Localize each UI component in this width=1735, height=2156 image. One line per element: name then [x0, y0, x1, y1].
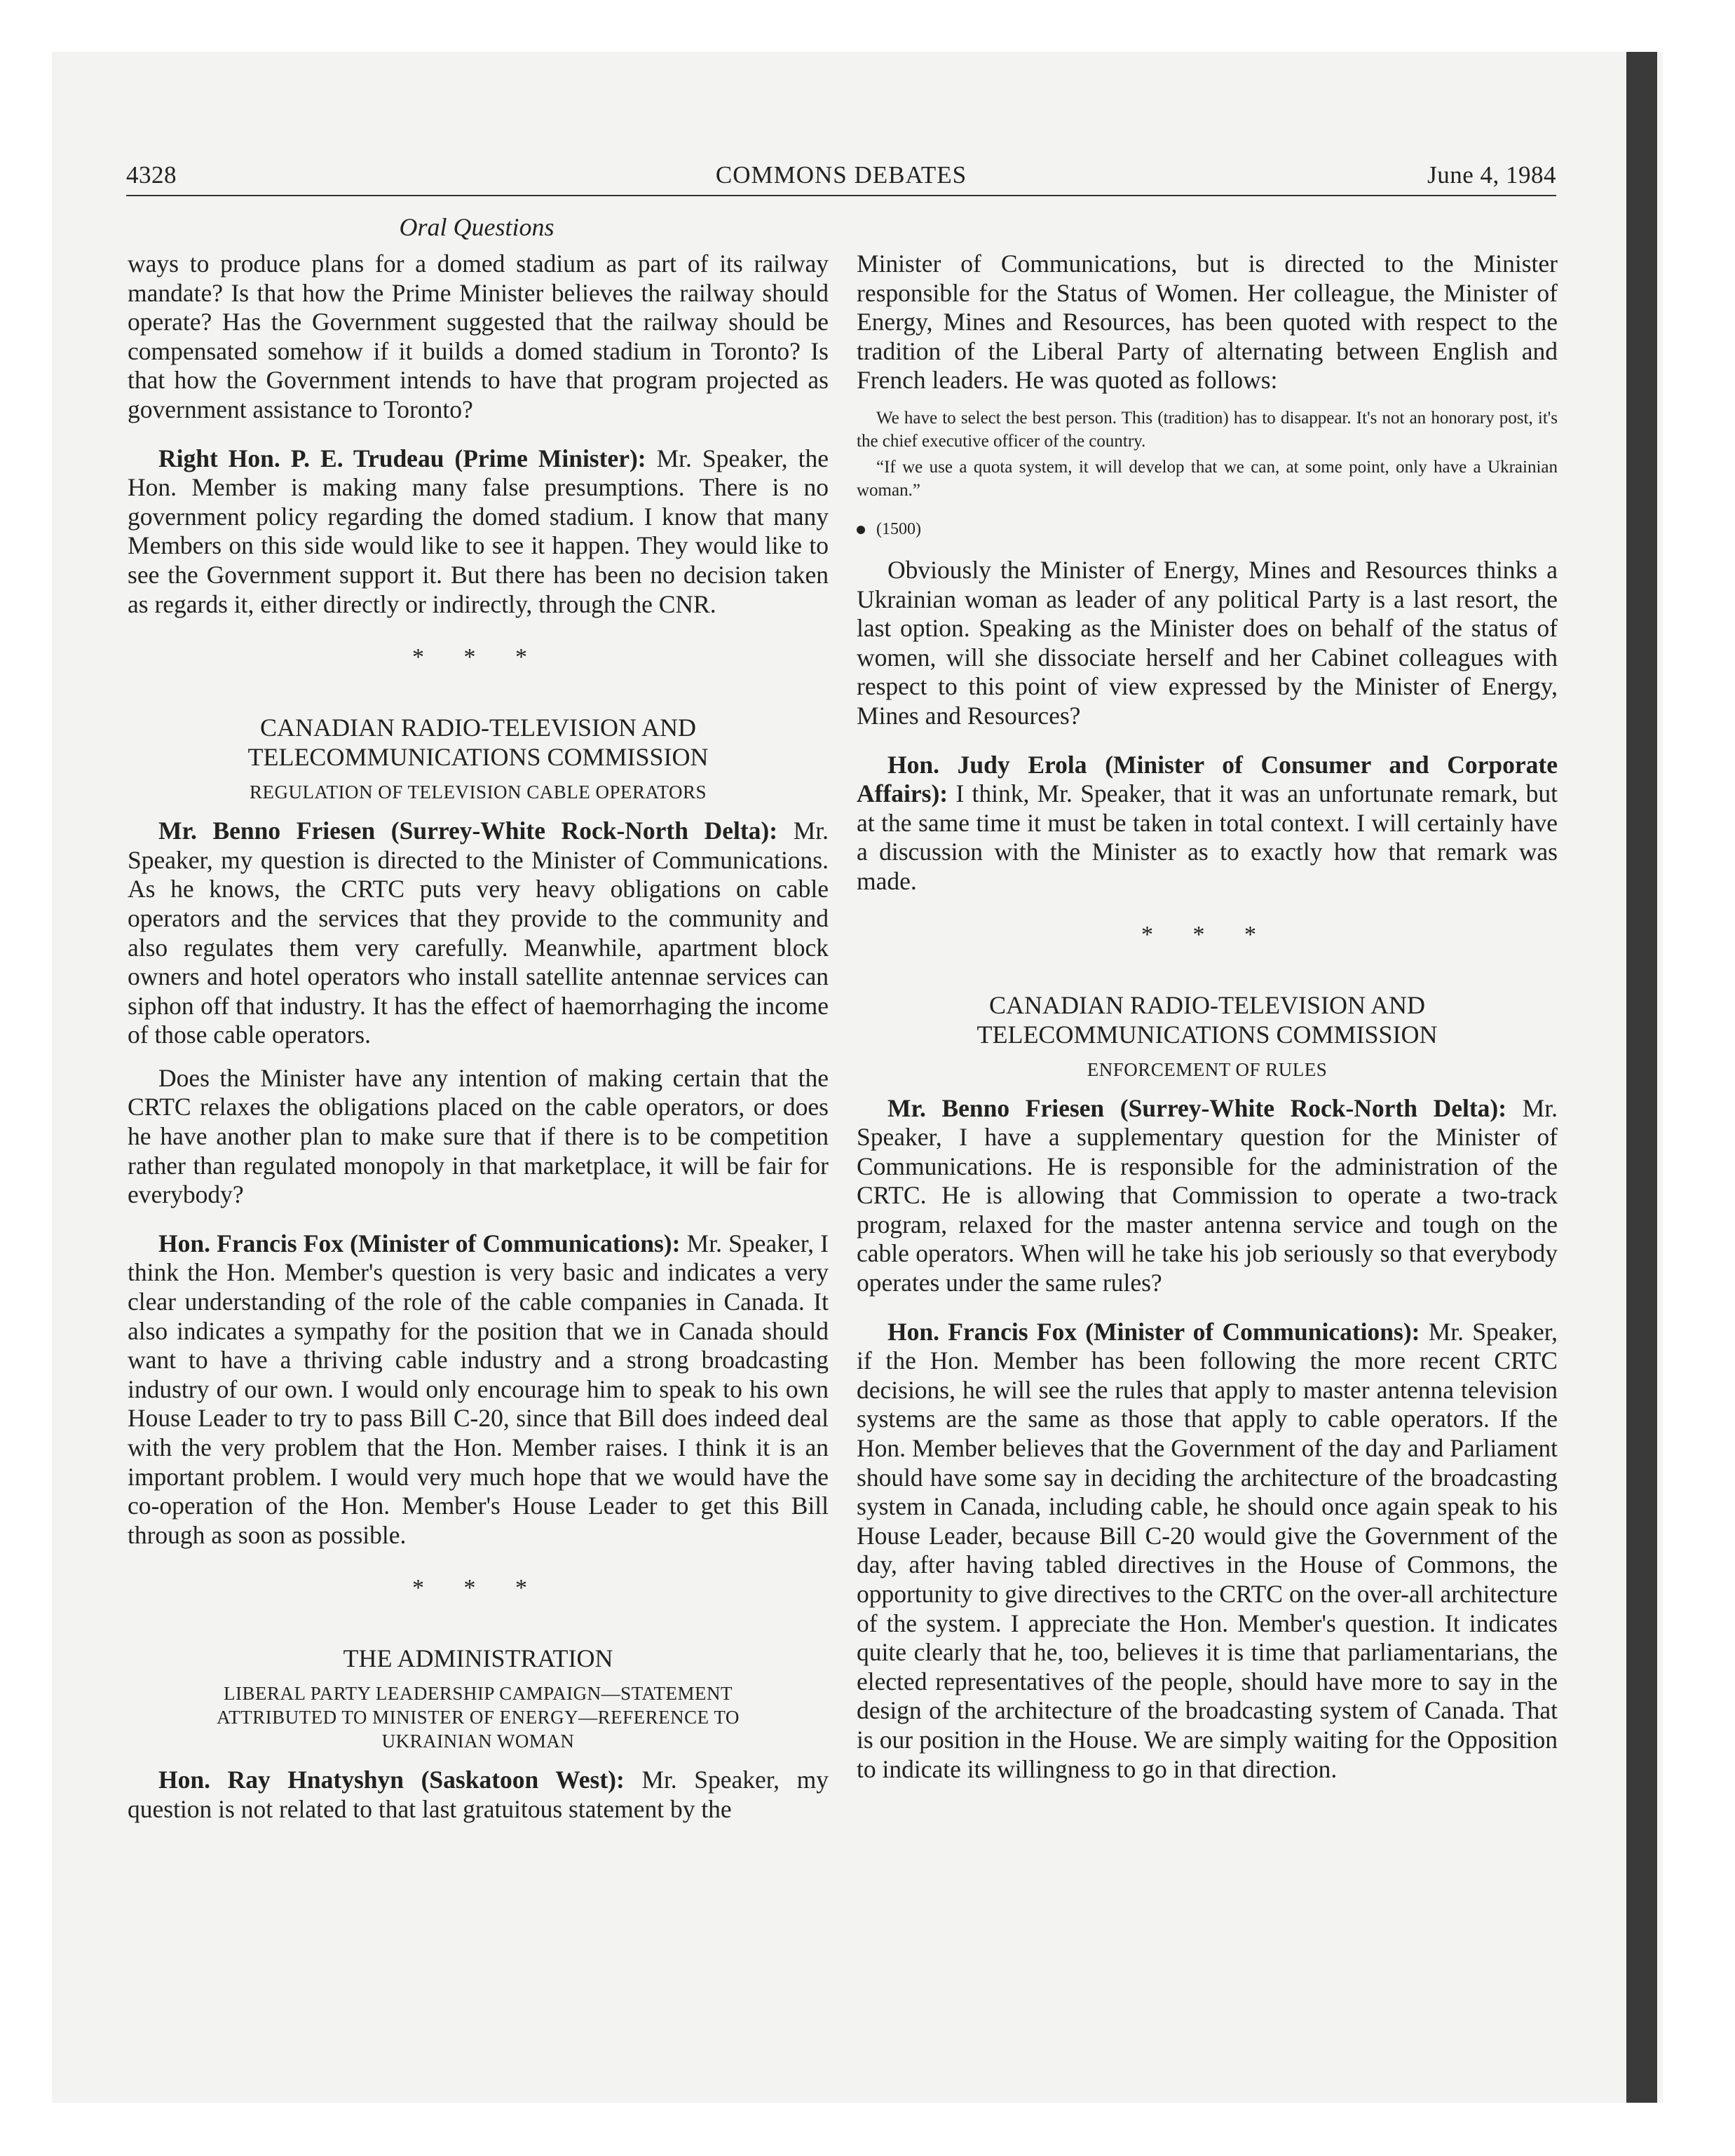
section-subheading: LIBERAL PARTY LEADERSHIP CAMPAIGN—STATEMENT ATTRIBUTED TO MINISTER OF ENERGY—REFERENCE TO UKRAINIAN WOMAN	[217, 1683, 740, 1752]
section-separator: * * *	[1141, 921, 1273, 948]
time-marker	[857, 520, 1558, 539]
paragraph: Minister of Communications, but is directed to the Minister responsible for the Status of Women. Her colleague, the Minister of Energy, Mines and Resources, has been quoted with respect to the tradition of the Liberal Party of alternating between English and French leaders. He was quoted as follows:	[857, 250, 1558, 395]
speaker-name: Mr. Benno Friesen (Surrey-White Rock-North Delta):	[158, 817, 778, 845]
speaker-name: Hon. Judy Erola (Minister of Consumer and Corporate Affairs):	[857, 750, 1558, 808]
section-heading: THE ADMINISTRATION	[343, 1644, 613, 1673]
paragraph	[857, 751, 1558, 896]
paragraph	[857, 1094, 1558, 1298]
right-column	[857, 250, 1558, 1784]
speech-text: Mr. Speaker, I have a supplementary question for the Minister of Communications. He is responsible for the administration of the CRTC. He is allowing that Commission to operate a two-track program, relaxed for the master antenna service and tough on the cable operators. When will he take his job seriously so that everybody operates under the same rules?	[857, 1093, 1558, 1297]
speech-text: Mr. Speaker, my question is directed to the Minister of Communications. As he knows, the CRTC puts very heavy obligations on cable operators and the services that they provide to the community and also regulates them very carefully. Meanwhile, apartment block owners and hotel operators who install satellite antennae services can siphon off that industry. It has the effect of haemorrhaging the income of those cable operators.	[128, 817, 829, 1049]
paragraph	[857, 1318, 1558, 1785]
speaker-name: Mr. Benno Friesen (Surrey-White Rock-North Delta):	[887, 1093, 1507, 1122]
paragraph	[128, 817, 829, 1050]
paragraph	[128, 444, 829, 620]
section-subheading: REGULATION OF TELEVISION CABLE OPERATORS	[249, 782, 707, 803]
paragraph	[128, 1229, 829, 1550]
time-marker-label: (1500)	[876, 519, 921, 538]
speech-text: Mr. Speaker, I think the Hon. Member's question is very basic and indicates a very clear understanding of the role of the cable companies in Canada. It also indicates a sympathy for the position that we in Canada should want to have a thriving cable industry and a strong broadcasting industry of our own. I would only encourage him to speak to his own House Leader to try to pass Bill C-20, since that Bill does indeed deal with the very problem that the Hon. Member raises. I think it is an important problem. I would very much hope that we would have the co-operation of the Hon. Member's House Leader to get this Bill through as soon as possible.	[128, 1229, 829, 1549]
section-separator: * * *	[412, 644, 544, 671]
quotation: “If we use a quota system, it will develop that we can, at some point, only have a Ukrainian woman.”	[857, 457, 1558, 500]
page-edge-shadow	[1626, 52, 1657, 2103]
left-column	[128, 250, 829, 1824]
bullet-icon	[857, 526, 865, 534]
publication-title: COMMONS DEBATES	[715, 161, 967, 189]
speech-text: I think, Mr. Speaker, that it was an unfortunate remark, but at the same time it must be taken in total context. I will certainly have a discussion with the Minister as to exactly how that remark was made.	[857, 779, 1558, 895]
paragraph	[128, 1766, 829, 1824]
page-header	[126, 160, 1556, 196]
publication-date: June 4, 1984	[1427, 161, 1556, 189]
section-separator: * * *	[412, 1575, 544, 1602]
speaker-name: Hon. Francis Fox (Minister of Communications):	[887, 1317, 1420, 1346]
speech-text: Mr. Speaker, my question is not related to that last gratuitous statement by the	[128, 1766, 829, 1823]
paragraph: Does the Minister have any intention of making certain that the CRTC relaxes the obligations placed on the cable operators, or does he have another plan to make sure that if there is to be competition rather than regulated monopoly in that marketplace, it will be fair for everybody?	[128, 1063, 829, 1209]
paragraph: Obviously the Minister of Energy, Mines and Resources thinks a Ukrainian woman as leader of any political Party is a last resort, the last option. Speaking as the Minister does on behalf of the status of women, will she dissociate herself and her Cabinet colleagues with respect to this point of view expressed by the Minister of Energy, Mines and Resources?	[857, 555, 1558, 730]
speaker-name: Right Hon. P. E. Trudeau (Prime Minister):	[158, 444, 646, 472]
speaker-name: Hon. Francis Fox (Minister of Communications):	[158, 1229, 681, 1257]
quotation: We have to select the best person. This (tradition) has to disappear. It's not an honorary post, it's the chief executive officer of the country.	[857, 408, 1558, 451]
speech-text: Mr. Speaker, if the Hon. Member has been following the more recent CRTC decisions, he will see the rules that apply to master antenna television systems are the same as those that apply to cable operators. If the Hon. Member believes that the Government of the day and Parliament should have some say in deciding the architecture of the broadcasting system in Canada, including cable, he should once again speak to his House Leader, because Bill C-20 would give the Government of the day, after having tabled directives in the House of Commons, the opportunity to give directives to the CRTC on the over-all architecture of the system. I appreciate the Hon. Member's question. It indicates quite clearly that he, too, believes it is time that parliamentarians, the elected representatives of the people, should have more to say in the design of the architecture of the broadcasting system of Canada. That is our position in the House. We are simply waiting for the Opposition to indicate its willingness to go in that direction.	[857, 1317, 1558, 1783]
section-heading: CANADIAN RADIO-TELEVISION AND TELECOMMUNICATIONS COMMISSION	[977, 990, 1438, 1049]
speech-text: Mr. Speaker, the Hon. Member is making many false presumptions. There is no government policy regarding the domed stadium. I know that many Members on this side would like to see it happen. They would like to see the Government support it. But there has been no decision taken as regards it, either directly or indirectly, through the CNR.	[128, 444, 829, 618]
page-number: 4328	[126, 161, 177, 189]
section-heading: CANADIAN RADIO-TELEVISION AND TELECOMMUNICATIONS COMMISSION	[247, 714, 709, 772]
section-label: Oral Questions	[399, 213, 554, 241]
section-subheading: ENFORCEMENT OF RULES	[1087, 1058, 1328, 1080]
paragraph: ways to produce plans for a domed stadium as part of its railway mandate? Is that how the Prime Minister believes the railway should operate? Has the Government suggested that the railway should be compensated somehow if it builds a domed stadium in Toronto? Is that how the Government intends to have that program projected as government assistance to Toronto?	[128, 250, 829, 423]
speaker-name: Hon. Ray Hnatyshyn (Saskatoon West):	[158, 1766, 625, 1794]
